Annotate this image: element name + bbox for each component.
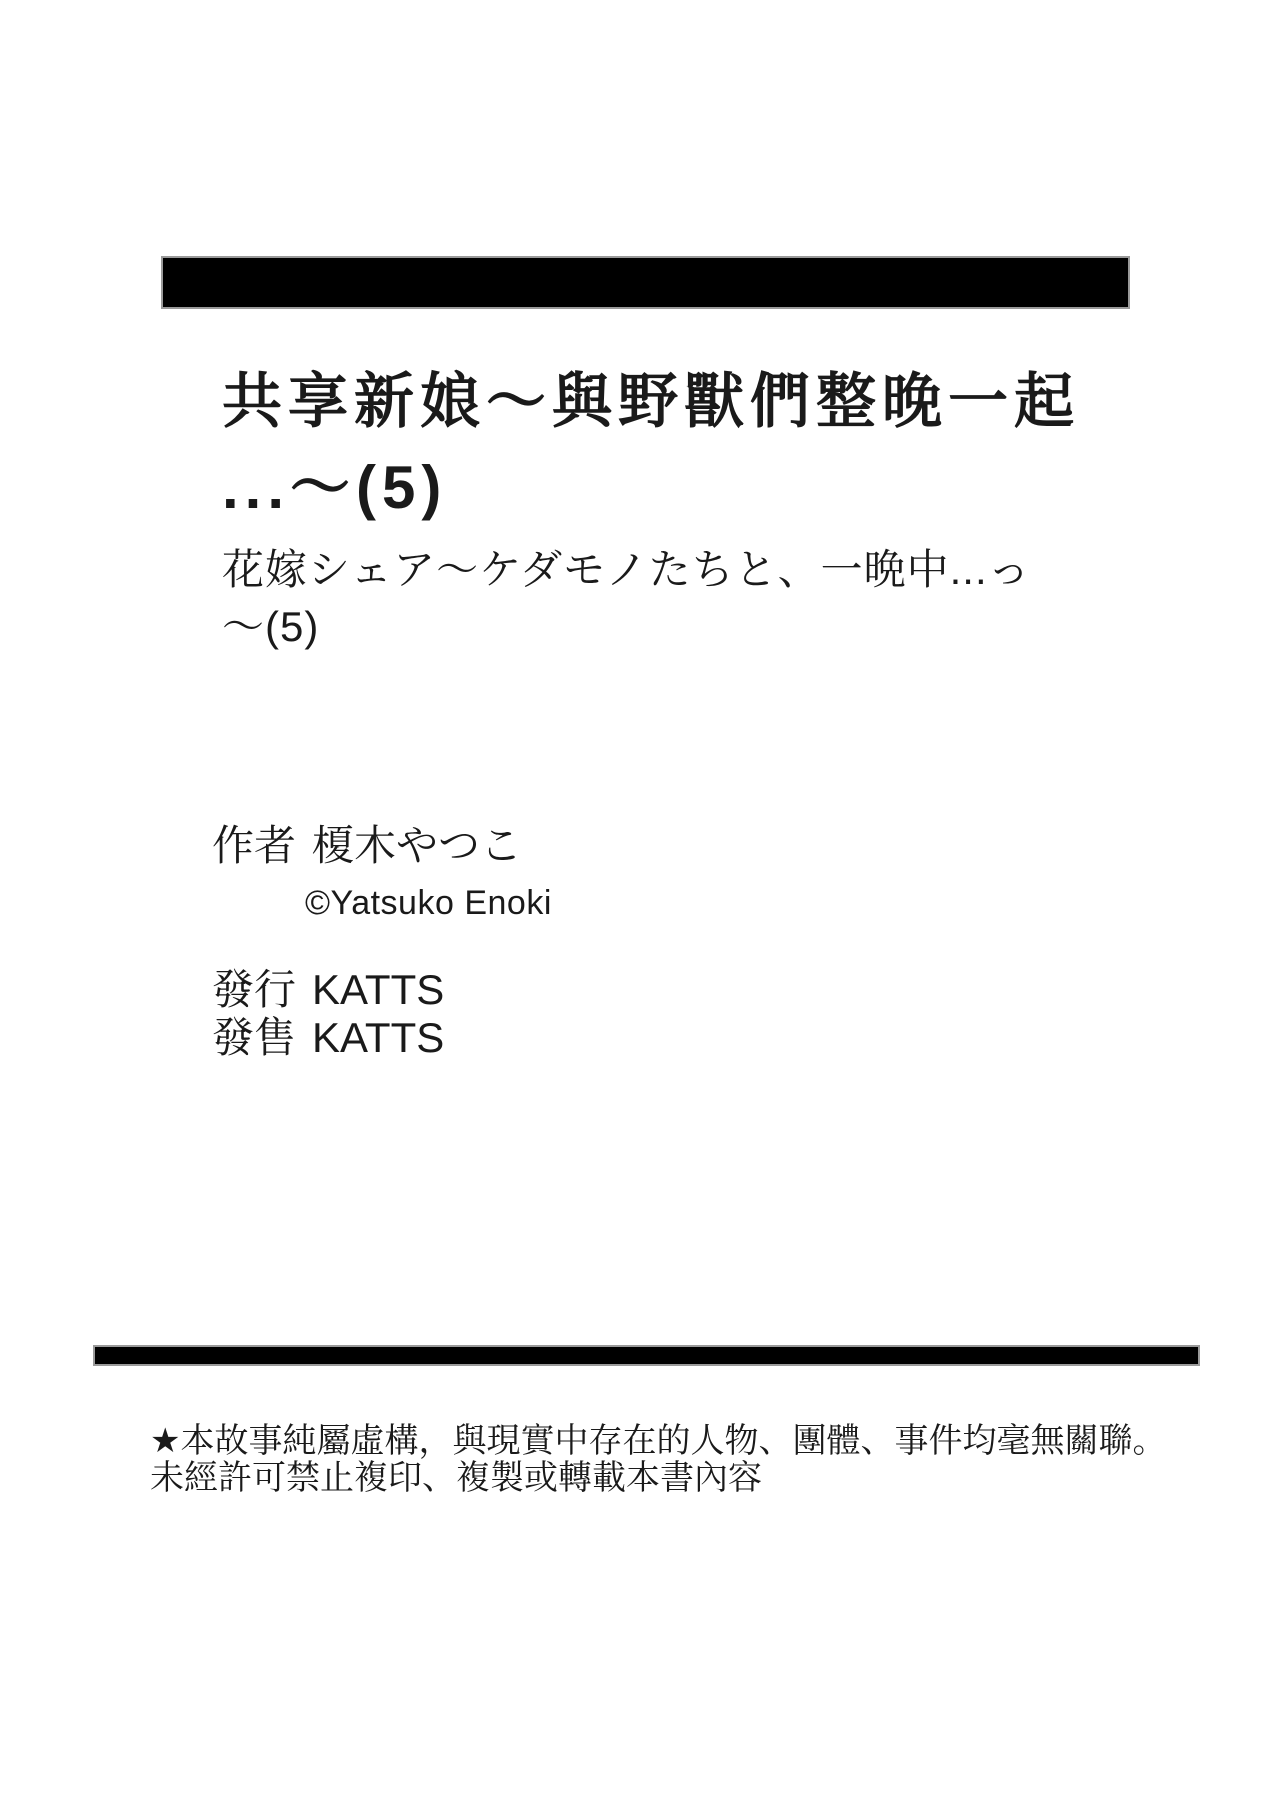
publisher-name: KATTS	[312, 966, 445, 1013]
original-japanese-title-line-2: ～(5)	[222, 603, 320, 650]
book-title-line-1: 共享新娘～與野獸們整晚一起	[222, 368, 1080, 435]
seller-name: KATTS	[312, 1014, 445, 1061]
bottom-divider-bar	[93, 1345, 1200, 1366]
top-divider-bar	[161, 256, 1130, 309]
author-name: 榎木やつこ	[312, 822, 523, 869]
book-title-line-2: ...～(5)	[222, 454, 448, 521]
seller-label: 發售	[212, 1014, 297, 1061]
author-credit-row	[212, 822, 523, 869]
publisher-credit-row	[212, 966, 445, 1013]
fiction-disclaimer-line-1: ★本故事純屬虛構，與現實中存在的人物、團體、事件均毫無關聯。	[150, 1422, 1167, 1460]
author-label: 作者	[212, 822, 297, 869]
seller-credit-row	[212, 1014, 445, 1061]
copy-prohibition-line-2: 未經許可禁止複印、複製或轉載本書內容	[150, 1459, 762, 1497]
original-japanese-title-line-1: 花嫁シェア～ケダモノたちと、一晩中...っ	[222, 546, 1031, 593]
copyright-notice: ©Yatsuko Enoki	[305, 884, 552, 922]
publisher-label: 發行	[212, 966, 297, 1013]
